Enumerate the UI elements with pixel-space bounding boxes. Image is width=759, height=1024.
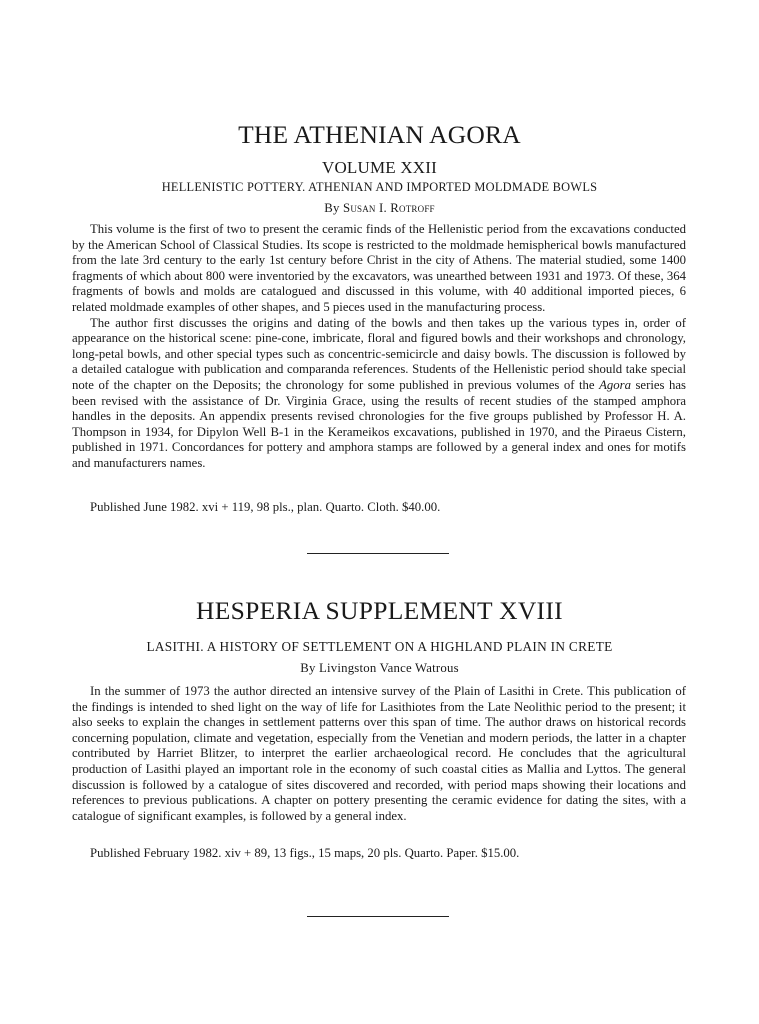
hesperia-byline bbox=[0, 661, 759, 676]
agora-author: Susan I. Rotroff bbox=[343, 201, 435, 215]
agora-series-name: Agora bbox=[599, 377, 631, 392]
agora-subtitle: HELLENISTIC POTTERY. ATHENIAN AND IMPORTED MOLDMADE BOWLS bbox=[161, 180, 598, 194]
agora-publication-info: Published June 1982. xvi + 119, 98 pls., plan. Quarto. Cloth. $40.00. bbox=[90, 500, 441, 514]
agora-title: THE ATHENIAN AGORA bbox=[238, 120, 521, 149]
hesperia-description bbox=[72, 684, 686, 824]
hesperia-publication-info: Published February 1982. xiv + 89, 13 figs., 15 maps, 20 pls. Quarto. Paper. $15.00. bbox=[90, 846, 520, 860]
agora-paragraph-1: This volume is the first of two to present the ceramic finds of the Hellenistic period from the excavations conducted by the American School of Classical Studies. Its scope is restricted to the moldmade hemispherical bowls manufactured from the late 3rd century to the early 1st century before Christ in the city of Athens. The material studied, some 1400 fragments of which about 800 were inventoried by the excavators, was unearthed between 1931 and 1973. Of these, 364 fragments of bowls and molds are catalogued and discussed in this volume, with 40 additional imported pieces, 6 related moldmade examples of other shapes, and 5 pieces used in the manufacturing process. bbox=[72, 222, 686, 314]
agora-paragraph-2-end: series has been revised with the assistance of Dr. Virginia Grace, using the results of recent studies of the stamped amphora handles in the deposits. An appendix presents revised chronologies for the five groups published by Professor H. A. Thompson in 1934, for Dipylon Well B-1 in the Kerameikos excavations, published in 1970, and the Piraeus Cistern, published in 1971. Concordances for pottery and amphora stamps are followed by a general index and ones for motifs and manufacturers names. bbox=[72, 377, 686, 470]
agora-volume: VOLUME XXII bbox=[321, 158, 438, 177]
hesperia-subtitle: LASITHI. A HISTORY OF SETTLEMENT ON A HIGHLAND PLAIN IN CRETE bbox=[146, 639, 613, 654]
agora-paragraph-2 bbox=[72, 316, 686, 472]
hesperia-title: HESPERIA SUPPLEMENT XVIII bbox=[196, 596, 563, 625]
agora-by-label: By bbox=[324, 201, 340, 215]
hesperia-author: Livingston Vance Watrous bbox=[318, 661, 459, 675]
agora-byline bbox=[0, 201, 759, 216]
hesperia-by-label: By bbox=[300, 661, 316, 675]
agora-paragraph-2-start: The author first discusses the origins and dating of the bowls and then takes up the various types in, order of appearance on the historical scene: pine-cone, imbricate, floral and figured bowls and their workshops and chronology, long-petal bowls, and other special types such as concentric-semicircle and daisy bowls. The discussion is followed by a detailed catalogue with publication and comparanda references. Students of the Hellenistic period should take special note of the chapter on the Deposits; the chronology for some published in previous volumes of the bbox=[72, 315, 686, 392]
agora-description bbox=[72, 222, 686, 472]
section-divider bbox=[307, 916, 449, 917]
section-divider bbox=[307, 553, 449, 554]
hesperia-paragraph-1: In the summer of 1973 the author directed an intensive survey of the Plain of Lasithi in Crete. This publication of the findings is intended to shed light on the way of life for Lasithiotes from the Late Neolithic period to the present; it also seeks to explain the changes in settlement patterns over this span of time. The author draws on historical records concerning population, climate and vegetation, especially from the Venetian and modern periods, the latter in a chapter contributed by Harriet Blitzer, to interpret the earlier archaeological record. He concludes that the agricultural production of Lasithi played an important role in the economy of such coastal cities as Mallia and Lyttos. The general discussion is followed by a catalogue of sites discovered and recorded, with period maps showing their locations and references to previous publications. A chapter on pottery presenting the ceramic evidence for dating the sites, with a catalogue of significant examples, is followed by a general index. bbox=[72, 684, 686, 823]
